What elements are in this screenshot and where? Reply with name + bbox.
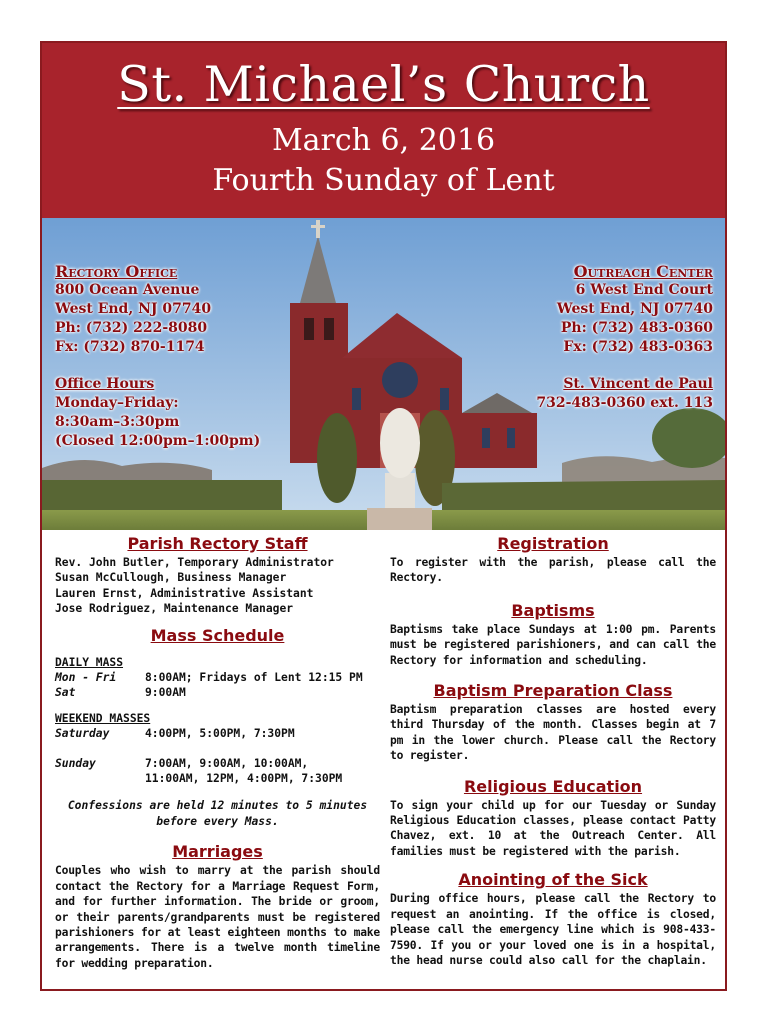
anointing-text: During office hours, please call the Rectory to request an anointing. If the office is closed, please call the emergency line which is 908-433-7590. If you or your loved one is in a hospital, the head nurse could also call for the chaplain.	[390, 892, 716, 967]
marriages-title: Marriages	[172, 842, 263, 862]
svdp-phone: 732-483-0360 ext. 113	[536, 395, 713, 411]
daily-mass-heading: DAILY MASS	[55, 655, 124, 669]
religious-ed-text: To sign your child up for our Tuesday or Sunday Religious Education classes, please contact Patty Chavez, ext. 10 at the Outreach Center. All families must be registered with the parish.	[390, 798, 716, 858]
outreach-center-info	[536, 262, 713, 413]
mass-times: 7:00AM, 9:00AM, 10:00AM,	[145, 756, 309, 770]
baptisms-text: Baptisms take place Sundays at 1:00 pm. Parents must be registered parishioners, and can call the Rectory for information and scheduling.	[390, 622, 716, 667]
office-hours-time: 8:30am–3:30pm	[55, 414, 180, 430]
baptism-prep-text: Baptism preparation classes are hosted every third Thursday of the month. Classes begin at 7 pm in the lower church. Please call the Rectory to register.	[390, 703, 716, 763]
office-hours-heading: Office Hours	[55, 376, 155, 392]
baptism-prep-title: Baptism Preparation Class	[433, 681, 673, 701]
outreach-address-2: West End, NJ 07740	[556, 301, 713, 317]
mass-schedule-title: Mass Schedule	[150, 625, 285, 645]
registration-text: To register with the parish, please call the Rectory.	[390, 556, 716, 585]
mass-row	[55, 771, 380, 786]
mass-day: Mon - Fri	[55, 671, 117, 685]
staff-title: Parish Rectory Staff	[127, 534, 308, 553]
registration-title: Registration	[497, 534, 609, 553]
right-column	[390, 533, 716, 968]
religious-ed-title: Religious Education	[463, 776, 643, 796]
rectory-fax: Fx: (732) 870-1174	[55, 339, 205, 355]
office-hours-days: Monday–Friday:	[55, 395, 179, 411]
svdp-heading: St. Vincent de Paul	[563, 376, 713, 392]
staff-member: Jose Rodriguez, Maintenance Manager	[55, 602, 294, 616]
liturgical-sunday: Fourth Sunday of Lent	[212, 163, 555, 198]
outreach-fax: Fx: (732) 483-0363	[563, 339, 713, 355]
mass-times: 9:00AM	[145, 686, 186, 700]
rectory-address-1: 800 Ocean Avenue	[55, 282, 200, 298]
mass-row	[55, 726, 380, 741]
confessions-note-2: before every Mass.	[156, 814, 279, 828]
confessions-note-1: Confessions are held 12 minutes to 5 minutes	[67, 799, 368, 813]
staff-member: Susan McCullough, Business Manager	[55, 571, 287, 585]
header-banner	[42, 43, 725, 218]
baptisms-title: Baptisms	[511, 600, 595, 620]
mass-row	[55, 670, 380, 685]
office-hours-closed: (Closed 12:00pm–1:00pm)	[55, 433, 261, 449]
staff-member: Rev. John Butler, Temporary Administrator	[55, 556, 334, 569]
mass-times: 4:00PM, 5:00PM, 7:30PM	[145, 727, 295, 741]
bulletin-date: March 6, 2016	[271, 123, 496, 158]
mass-day: Sat	[55, 686, 76, 700]
staff-member: Lauren Ernst, Administrative Assistant	[55, 586, 314, 600]
mass-day: Saturday	[55, 727, 110, 741]
rectory-address-2: West End, NJ 07740	[55, 301, 212, 317]
rectory-office-info	[55, 262, 260, 451]
outreach-phone: Ph: (732) 483-0360	[560, 320, 713, 336]
marriages-text: Couples who wish to marry at the parish should contact the Rectory for a Marriage Request Form, and for further information. The bride or groom, or their parents/grandparents must be registered parishioners for at least eighteen months to make arrangements. There is a twelve month timeline for wedding preparation.	[55, 864, 380, 970]
mass-day: Sunday	[55, 756, 96, 770]
outreach-heading: Outreach Center	[573, 262, 713, 281]
mass-times: 8:00AM; Fridays of Lent 12:15 PM	[145, 671, 363, 685]
left-column	[55, 533, 380, 971]
mass-day	[55, 771, 145, 786]
church-title: St. Michael’s Church	[117, 56, 650, 113]
outreach-address-1: 6 West End Court	[575, 282, 713, 298]
rectory-phone: Ph: (732) 222-8080	[55, 320, 208, 336]
mass-times: 11:00AM, 12PM, 4:00PM, 7:30PM	[145, 772, 343, 786]
mass-row	[55, 685, 380, 700]
weekend-mass-heading: WEEKEND MASSES	[55, 711, 151, 725]
mass-row	[55, 756, 380, 771]
rectory-heading: Rectory Office	[55, 262, 178, 281]
anointing-title: Anointing of the Sick	[458, 870, 648, 890]
